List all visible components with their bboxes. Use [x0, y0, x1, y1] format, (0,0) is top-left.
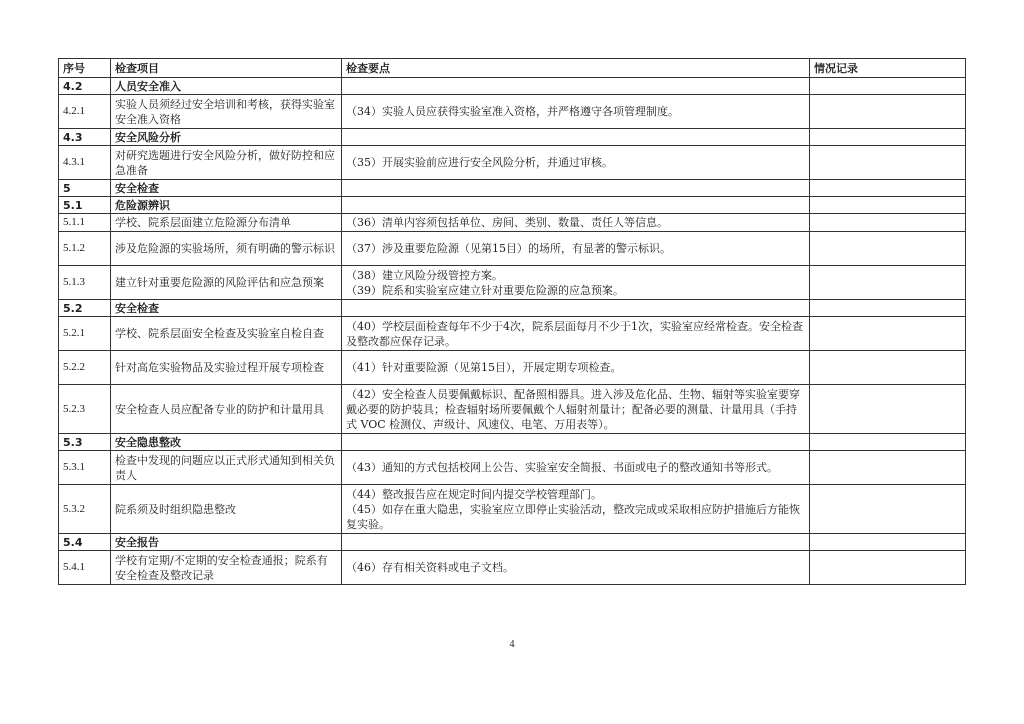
record-cell [810, 351, 966, 385]
table-header [59, 59, 966, 78]
section-points [342, 180, 810, 197]
point-line: （34）实验人员应获得实验室准入资格，并严格遵守各项管理制度。 [346, 105, 679, 118]
row-no: 5.2.3 [59, 385, 111, 434]
point-line: （40）学校层面检查每年不少于4次，院系层面每月不少于1次，实验室应经常检查。安全检查及整改都应保存记录。 [346, 319, 803, 348]
record-cell [810, 551, 966, 585]
record-cell [810, 180, 966, 197]
section-points [342, 434, 810, 451]
point-line: （43）通知的方式包括校网上公告、实验室安全简报、书面或电子的整改通知书等形式。 [346, 461, 778, 474]
row-no: 5.2.1 [59, 317, 111, 351]
row-item: 针对高危实验物品及实验过程开展专项检查 [111, 351, 342, 385]
section-no: 4.2 [59, 78, 111, 95]
section-points [342, 197, 810, 214]
point-line: （46）存有相关资料或电子文档。 [346, 561, 514, 574]
section-no: 5.1 [59, 197, 111, 214]
row-no: 5.4.1 [59, 551, 111, 585]
section-title: 安全检查 [111, 300, 342, 317]
row-no: 5.3.1 [59, 451, 111, 485]
section-title: 人员安全准入 [111, 78, 342, 95]
record-cell [810, 197, 966, 214]
header-no: 序号 [59, 59, 111, 78]
record-cell [810, 317, 966, 351]
row-points [342, 214, 810, 232]
section-title: 安全隐患整改 [111, 434, 342, 451]
record-cell [810, 146, 966, 180]
table-row [59, 351, 966, 385]
section-title: 安全检查 [111, 180, 342, 197]
point-line: （36）清单内容须包括单位、房间、类别、数量、责任人等信息。 [346, 216, 668, 229]
section-no: 4.3 [59, 129, 111, 146]
row-no: 5.2.2 [59, 351, 111, 385]
row-item: 建立针对重要危险源的风险评估和应急预案 [111, 266, 342, 300]
row-item: 学校、院系层面安全检查及实验室自检自查 [111, 317, 342, 351]
section-title: 安全报告 [111, 534, 342, 551]
point-line: （41）针对重要险源（见第15目），开展定期专项检查。 [346, 361, 622, 374]
section-no: 5.3 [59, 434, 111, 451]
record-cell [810, 434, 966, 451]
row-item: 学校、院系层面建立危险源分布清单 [111, 214, 342, 232]
row-no: 5.1.2 [59, 232, 111, 266]
row-no: 5.3.2 [59, 485, 111, 534]
record-cell [810, 78, 966, 95]
point-line: （39）院系和实验室应建立针对重要危险源的应急预案。 [346, 283, 624, 297]
row-points [342, 351, 810, 385]
row-item: 实验人员须经过安全培训和考核，获得实验室安全准入资格 [111, 95, 342, 129]
section-row [59, 534, 966, 551]
table-row [59, 385, 966, 434]
header-item: 检查项目 [111, 59, 342, 78]
table-row [59, 485, 966, 534]
row-item: 安全检查人员应配备专业的防护和计量用具 [111, 385, 342, 434]
record-cell [810, 266, 966, 300]
record-cell [810, 451, 966, 485]
record-cell [810, 485, 966, 534]
row-points [342, 485, 810, 534]
section-no: 5 [59, 180, 111, 197]
row-points [342, 551, 810, 585]
section-points [342, 78, 810, 95]
row-item: 涉及危险源的实验场所，须有明确的警示标识 [111, 232, 342, 266]
section-row [59, 434, 966, 451]
row-item: 学校有定期/不定期的安全检查通报；院系有安全检查及整改记录 [111, 551, 342, 585]
table-row [59, 95, 966, 129]
record-cell [810, 232, 966, 266]
inspection-table [58, 58, 966, 585]
row-points [342, 146, 810, 180]
record-cell [810, 385, 966, 434]
section-row [59, 78, 966, 95]
record-cell [810, 214, 966, 232]
section-points [342, 300, 810, 317]
table-row [59, 551, 966, 585]
row-item: 院系须及时组织隐患整改 [111, 485, 342, 534]
point-line: （37）涉及重要危险源（见第15目）的场所，有显著的警示标识。 [346, 242, 671, 255]
header-points: 检查要点 [342, 59, 810, 78]
table-row [59, 214, 966, 232]
row-no: 5.1.1 [59, 214, 111, 232]
row-points [342, 266, 810, 300]
record-cell [810, 300, 966, 317]
section-title: 安全风险分析 [111, 129, 342, 146]
table-row [59, 266, 966, 300]
row-points [342, 317, 810, 351]
row-item: 对研究选题进行安全风险分析，做好防控和应急准备 [111, 146, 342, 180]
row-no: 5.1.3 [59, 266, 111, 300]
table-row [59, 232, 966, 266]
record-cell [810, 95, 966, 129]
row-item: 检查中发现的问题应以正式形式通知到相关负责人 [111, 451, 342, 485]
row-points [342, 451, 810, 485]
row-points [342, 95, 810, 129]
section-no: 5.2 [59, 300, 111, 317]
table-row [59, 451, 966, 485]
section-row [59, 300, 966, 317]
section-row [59, 180, 966, 197]
point-line: （42）安全检查人员要佩戴标识、配备照相器具。进入涉及危化品、生物、辐射等实验室要穿戴必要的防护装具；检查辐射场所要佩戴个人辐射剂量计；配备必要的测量、计量用具（手持式 VOC 检测仪、声级计、风速仪、电笔、万用表等）。 [346, 387, 800, 431]
row-points [342, 385, 810, 434]
section-row [59, 129, 966, 146]
header-record: 情况记录 [810, 59, 966, 78]
table-row [59, 146, 966, 180]
page-number: 4 [509, 639, 515, 650]
point-line: （44）整改报告应在规定时间内提交学校管理部门。 [346, 487, 602, 501]
row-no: 4.3.1 [59, 146, 111, 180]
row-no: 4.2.1 [59, 95, 111, 129]
section-points [342, 534, 810, 551]
record-cell [810, 129, 966, 146]
point-line: （35）开展实验前应进行安全风险分析，并通过审核。 [346, 156, 613, 169]
row-points [342, 232, 810, 266]
section-no: 5.4 [59, 534, 111, 551]
table-row [59, 317, 966, 351]
section-title: 危险源辨识 [111, 197, 342, 214]
record-cell [810, 534, 966, 551]
point-line: （38）建立风险分级管控方案。 [346, 268, 503, 282]
section-points [342, 129, 810, 146]
point-line: （45）如存在重大隐患，实验室应立即停止实验活动，整改完成或采取相应防护措施后方能恢复实验。 [346, 502, 800, 531]
section-row [59, 197, 966, 214]
